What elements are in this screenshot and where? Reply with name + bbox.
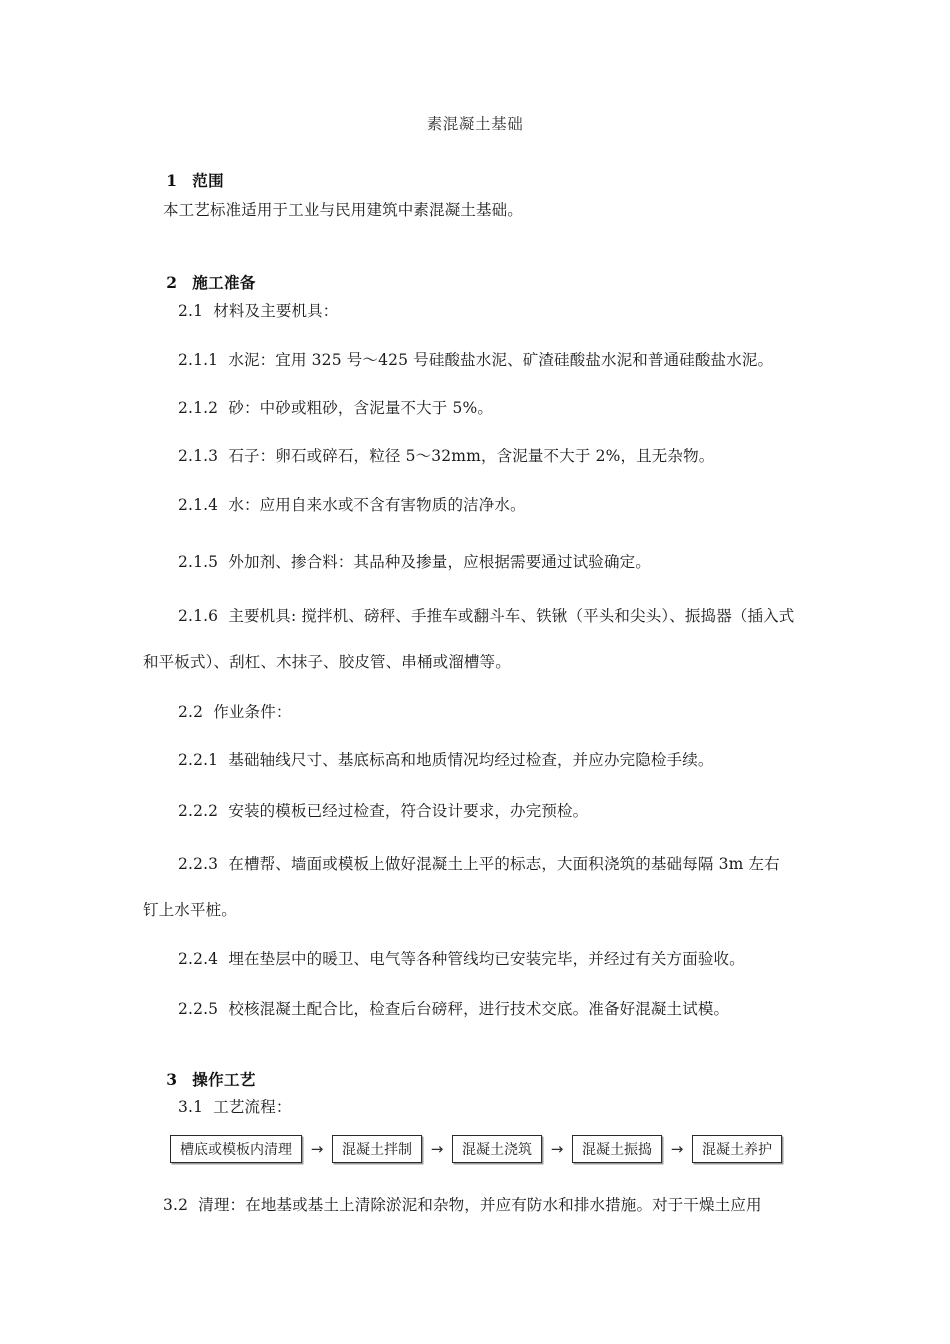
flow-arrow-icon: → (550, 1140, 564, 1158)
flow-arrow-icon: → (310, 1140, 324, 1158)
flow-arrow-icon: → (670, 1140, 684, 1158)
paragraph-2-2-3: 2.2.3 在槽帮、墙面或模板上做好混凝土上平的标志，大面积浇筑的基础每隔 3m 左右 (178, 855, 780, 873)
flow-step-box: 槽底或模板内清理 (170, 1135, 302, 1163)
process-flowchart (170, 1133, 782, 1165)
paragraph-2-2: 2.2 作业条件： (178, 703, 292, 721)
section-number-2: 2 (166, 273, 178, 292)
paragraph-2-1-6: 2.1.6 主要机具: 搅拌机、磅秤、手推车或翻斗车、铁锹（平头和尖头）、振捣器（插入式 (178, 607, 795, 625)
paragraph-2-1-1: 2.1.1 水泥：宜用 325 号～425 号硅酸盐水泥、矿渣硅酸盐水泥和普通硅酸盐水泥。 (178, 351, 774, 369)
paragraph-2-2-4: 2.2.4 埋在垫层中的暖卫、电气等各种管线均已安装完毕，并经过有关方面验收。 (178, 950, 745, 968)
paragraph-3-2: 3.2 清理：在地基或基土上清除淤泥和杂物，并应有防水和排水措施。对于干燥土应用 (163, 1196, 762, 1214)
paragraph-3-1: 3.1 工艺流程： (178, 1098, 292, 1116)
flow-step-box: 混凝土振捣 (572, 1135, 662, 1163)
paragraph-2-1-6-continued: 和平板式）、刮杠、木抹子、胶皮管、串桶或溜槽等。 (143, 653, 511, 671)
paragraph-1-body: 本工艺标准适用于工业与民用建筑中素混凝土基础。 (163, 201, 523, 219)
flow-step-box: 混凝土浇筑 (452, 1135, 542, 1163)
flow-step-box: 混凝土拌制 (332, 1135, 422, 1163)
paragraph-2-1-3: 2.1.3 石子：卵石或碎石，粒径 5～32mm，含泥量不大于 2%，且无杂物。 (178, 447, 715, 465)
paragraph-2-1-5: 2.1.5 外加剂、掺合料：其品种及掺量，应根据需要通过试验确定。 (178, 553, 651, 571)
page-title: 素混凝土基础 (426, 115, 524, 133)
flow-step-box: 混凝土养护 (692, 1135, 782, 1163)
section-number-1: 1 (166, 171, 178, 190)
section-title-1: 范围 (192, 171, 224, 190)
paragraph-2-2-5: 2.2.5 校核混凝土配合比，检查后台磅秤，进行技术交底。准备好混凝土试模。 (178, 1000, 730, 1018)
section-number-3: 3 (166, 1070, 178, 1089)
section-title-3: 操作工艺 (192, 1070, 256, 1089)
paragraph-2-1: 2.1 材料及主要机具： (178, 302, 339, 320)
paragraph-2-2-3-continued: 钉上水平桩。 (143, 901, 237, 919)
flow-arrow-icon: → (430, 1140, 444, 1158)
section-title-2: 施工准备 (192, 273, 256, 292)
paragraph-2-1-2: 2.1.2 砂：中砂或粗砂，含泥量不大于 5%。 (178, 399, 494, 417)
paragraph-2-1-4: 2.1.4 水：应用自来水或不含有害物质的洁净水。 (178, 496, 526, 514)
paragraph-2-2-2: 2.2.2 安装的模板已经过检查，符合设计要求，办完预检。 (178, 802, 589, 820)
paragraph-2-2-1: 2.2.1 基础轴线尺寸、基底标高和地质情况均经过检查，并应办完隐检手续。 (178, 751, 714, 769)
